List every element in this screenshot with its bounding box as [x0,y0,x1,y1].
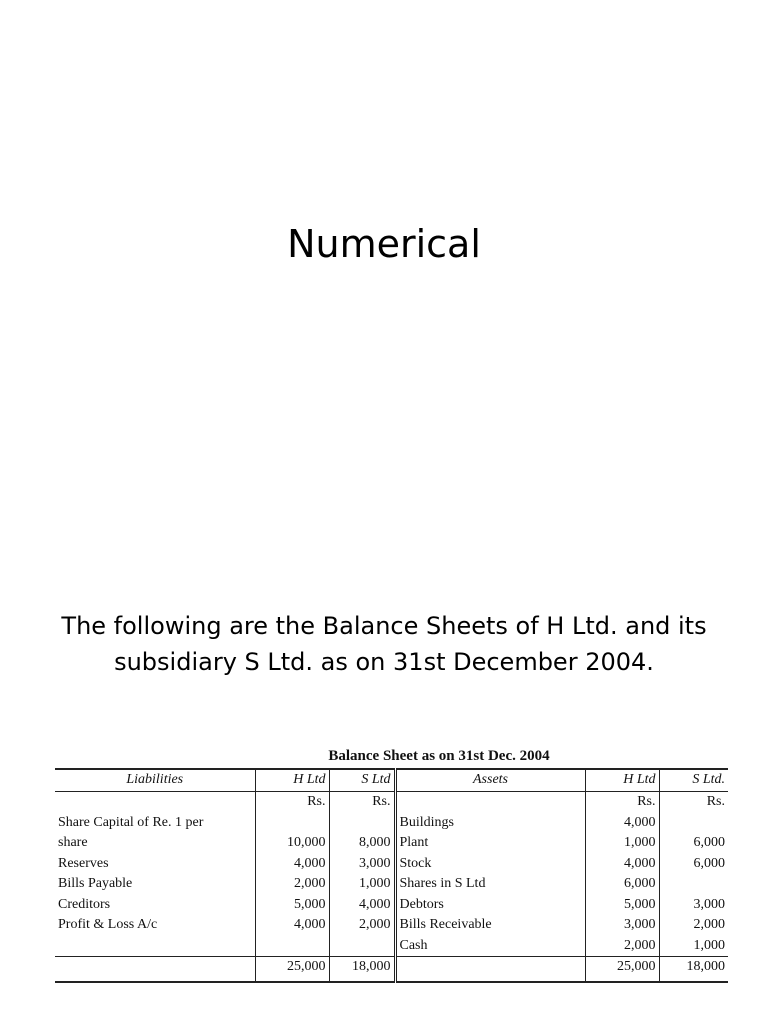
slide-intro-text: The following are the Balance Sheets of H Ltd. and its subsidiary S Ltd. as on 31st December 2004. [61,612,707,676]
asset-label: Stock [399,855,432,871]
liability-s-value: 4,000 [359,896,391,912]
liability-label: Creditors [58,896,111,912]
asset-h-value: 4,000 [624,814,656,830]
currency-label: Rs. [255,792,329,813]
asset-label: Buildings [399,814,454,830]
liability-h-value: 5,000 [294,896,326,912]
currency-label: Rs. [585,792,659,813]
table-body-row [55,813,728,957]
assets-labels [395,813,585,957]
asset-s-value: 1,000 [693,937,725,953]
liability-h-value: 10,000 [287,835,326,850]
header-h-ltd-liabilities: H Ltd [255,769,329,792]
liability-s-value: 8,000 [359,835,391,850]
liability-h-value: 4,000 [294,855,326,871]
balance-sheet-caption: Balance Sheet as on 31st Dec. 2004 [328,748,550,764]
asset-s-value: 6,000 [693,835,725,850]
asset-s-value: 2,000 [693,917,725,932]
asset-s-value: 3,000 [693,896,725,912]
asset-s-value: 6,000 [693,855,725,871]
liability-label: share [58,835,88,850]
liability-label: Bills Payable [58,876,133,891]
liability-label [58,936,252,957]
header-h-ltd-assets: H Ltd [585,769,659,792]
liability-s-value [333,936,391,957]
liability-s-value: 3,000 [359,855,391,871]
assets-s-ltd-values [659,813,728,957]
asset-label: Plant [399,835,429,850]
liability-s-value: 2,000 [359,917,391,932]
liability-s-value: 1,000 [359,876,391,891]
asset-h-value: 5,000 [624,896,656,912]
asset-s-value [663,813,726,834]
liability-h-value [259,813,326,834]
currency-row [55,792,728,813]
asset-label: Shares in S Ltd [399,876,486,891]
slide-title: Numerical [287,222,481,266]
asset-h-value: 4,000 [624,855,656,871]
header-assets: Assets [395,769,585,792]
asset-s-value [663,874,726,895]
asset-h-value: 2,000 [624,937,656,953]
total-assets-s: 18,000 [659,957,728,983]
asset-h-value: 3,000 [624,917,656,932]
liabilities-s-ltd-values [329,813,395,957]
liability-label: Reserves [58,855,109,871]
asset-label: Debtors [399,896,444,912]
asset-h-value: 1,000 [624,835,656,850]
header-liabilities: Liabilities [55,769,255,792]
asset-h-value: 6,000 [624,876,656,891]
liability-h-value: 2,000 [294,876,326,891]
table-header-row [55,769,728,792]
liability-label: Profit & Loss A/c [58,917,158,932]
total-liabilities-s: 18,000 [329,957,395,983]
total-assets-h: 25,000 [585,957,659,983]
liability-s-value [333,813,391,834]
liability-label: Share Capital of Re. 1 per [58,814,204,830]
liability-h-value [259,936,326,957]
totals-row [55,957,728,983]
currency-label: Rs. [659,792,728,813]
header-s-ltd-liabilities: S Ltd [329,769,395,792]
liabilities-h-ltd-values [255,813,329,957]
asset-label: Bills Receivable [399,917,492,932]
total-liabilities-h: 25,000 [255,957,329,983]
balance-sheet-table [55,768,728,983]
asset-label: Cash [399,937,428,953]
balance-sheet [55,746,728,983]
liabilities-labels [55,813,255,957]
header-s-ltd-assets: S Ltd. [659,769,728,792]
assets-h-ltd-values [585,813,659,957]
currency-label: Rs. [329,792,395,813]
liability-h-value: 4,000 [294,917,326,932]
